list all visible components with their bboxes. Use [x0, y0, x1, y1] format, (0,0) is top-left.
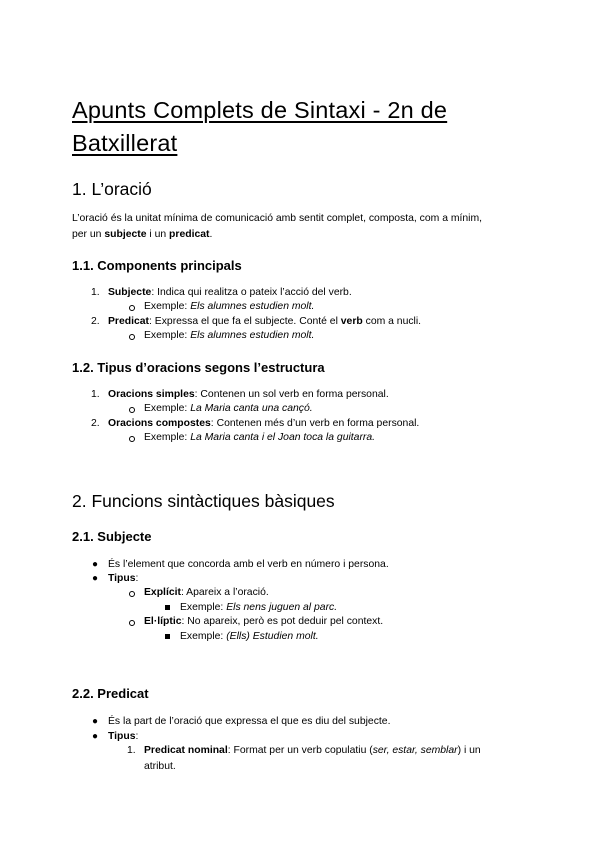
definition-post: ) i un: [457, 745, 481, 756]
definition: : Apareix a l’oració.: [180, 587, 269, 598]
copulative-verbs: ser, estar, semblar: [372, 745, 458, 756]
term: Explícit: [144, 587, 181, 598]
intro-text-end: .: [209, 229, 213, 240]
type-explicit: [144, 587, 269, 598]
subsection-1-1-heading: 1.1. Components principals: [72, 258, 242, 273]
term: Subjecte: [108, 287, 152, 298]
definition-post: com a nucli.: [362, 316, 422, 327]
types-label: Tipus: [108, 573, 136, 584]
intro-text-pre: per un: [72, 229, 105, 240]
subsection-2-1-heading: 2.1. Subjecte: [72, 529, 152, 544]
list-item-subjecte: [108, 287, 352, 298]
subsection-2-2-heading: 2.2. Predicat: [72, 686, 149, 701]
type-elliptic: [144, 616, 383, 627]
square-bullet-icon: [165, 605, 170, 610]
section-2-heading: 2. Funcions sintàctiques bàsiques: [72, 491, 335, 511]
filled-circle-bullet-icon: ●: [92, 731, 99, 742]
filled-circle-bullet-icon: ●: [92, 716, 99, 727]
types-label-line: [108, 731, 138, 742]
square-bullet-icon: [165, 634, 170, 639]
types-label-line: [108, 573, 138, 584]
definition: : Contenen més d’un verb en forma personal.: [210, 418, 420, 429]
hollow-circle-bullet-icon: [129, 620, 135, 626]
definition-pre: : Format per un verb copulatiu (: [227, 745, 373, 756]
definition-pre: : Expressa el que fa el subjecte. Conté el: [149, 316, 341, 327]
example-text: Els alumnes estudien molt.: [190, 330, 315, 341]
hollow-circle-bullet-icon: [129, 591, 135, 597]
example-label: Exemple:: [144, 432, 191, 443]
hollow-circle-bullet-icon: [129, 334, 135, 340]
example-line: [144, 330, 314, 341]
example-line: [180, 602, 337, 613]
list-number: 1.: [127, 745, 136, 756]
example-text: (Ells) Estudien molt.: [226, 631, 319, 642]
bullet-item: És l’element que concorda amb el verb en número i persona.: [108, 559, 389, 570]
document-title-line-2: Batxillerat: [72, 130, 178, 156]
hollow-circle-bullet-icon: [129, 305, 135, 311]
example-label: Exemple:: [180, 602, 227, 613]
hollow-circle-bullet-icon: [129, 436, 135, 442]
types-label: Tipus: [108, 731, 136, 742]
example-text: Els nens juguen al parc.: [226, 602, 338, 613]
example-text: La Maria canta i el Joan toca la guitarra.: [190, 432, 376, 443]
example-label: Exemple:: [144, 330, 191, 341]
filled-circle-bullet-icon: ●: [92, 559, 99, 570]
example-line: [144, 403, 313, 414]
example-label: Exemple:: [144, 403, 191, 414]
section-1-intro-line-2: [72, 229, 212, 240]
definition: : No apareix, però es pot deduir pel context.: [181, 616, 384, 627]
list-item-oracions-simples: [108, 389, 389, 400]
list-number: 2.: [91, 418, 100, 429]
section-1-intro-line-1: L’oració és la unitat mínima de comunicació amb sentit complet, composta, com a mínim,: [72, 213, 483, 224]
types-colon: :: [135, 573, 139, 584]
list-number: 1.: [91, 287, 100, 298]
example-text: Els alumnes estudien molt.: [190, 301, 315, 312]
example-label: Exemple:: [144, 301, 191, 312]
definition: : Indica qui realitza o pateix l’acció del verb.: [151, 287, 352, 298]
term: Predicat: [108, 316, 150, 327]
hollow-circle-bullet-icon: [129, 407, 135, 413]
definition: : Contenen un sol verb en forma personal.: [194, 389, 389, 400]
list-item-continuation: atribut.: [144, 761, 176, 772]
term: Predicat nominal: [144, 745, 228, 756]
document-title-line-1: Apunts Complets de Sintaxi - 2n de: [72, 97, 448, 123]
example-line: [180, 631, 319, 642]
subsection-1-2-heading: 1.2. Tipus d’oracions segons l’estructura: [72, 360, 325, 375]
intro-predicate-term: predicat: [169, 229, 210, 240]
bullet-item: És la part de l’oració que expressa el que es diu del subjecte.: [108, 716, 391, 727]
filled-circle-bullet-icon: ●: [92, 573, 99, 584]
definition-bold: verb: [340, 316, 363, 327]
example-text: La Maria canta una cançó.: [190, 403, 313, 414]
intro-text-mid: i un: [146, 229, 170, 240]
term: Oracions compostes: [108, 418, 211, 429]
section-1-heading: 1. L’oració: [72, 179, 152, 199]
term: Oracions simples: [108, 389, 195, 400]
list-number: 1.: [91, 389, 100, 400]
list-item-oracions-compostes: [108, 418, 419, 429]
example-line: [144, 301, 314, 312]
list-item-predicat-nominal: [144, 745, 481, 756]
list-item-predicat: [108, 316, 421, 327]
types-colon: :: [135, 731, 139, 742]
example-line: [144, 432, 375, 443]
intro-subject-term: subjecte: [104, 229, 147, 240]
list-number: 2.: [91, 316, 100, 327]
example-label: Exemple:: [180, 631, 227, 642]
term: El·líptic: [144, 616, 182, 627]
